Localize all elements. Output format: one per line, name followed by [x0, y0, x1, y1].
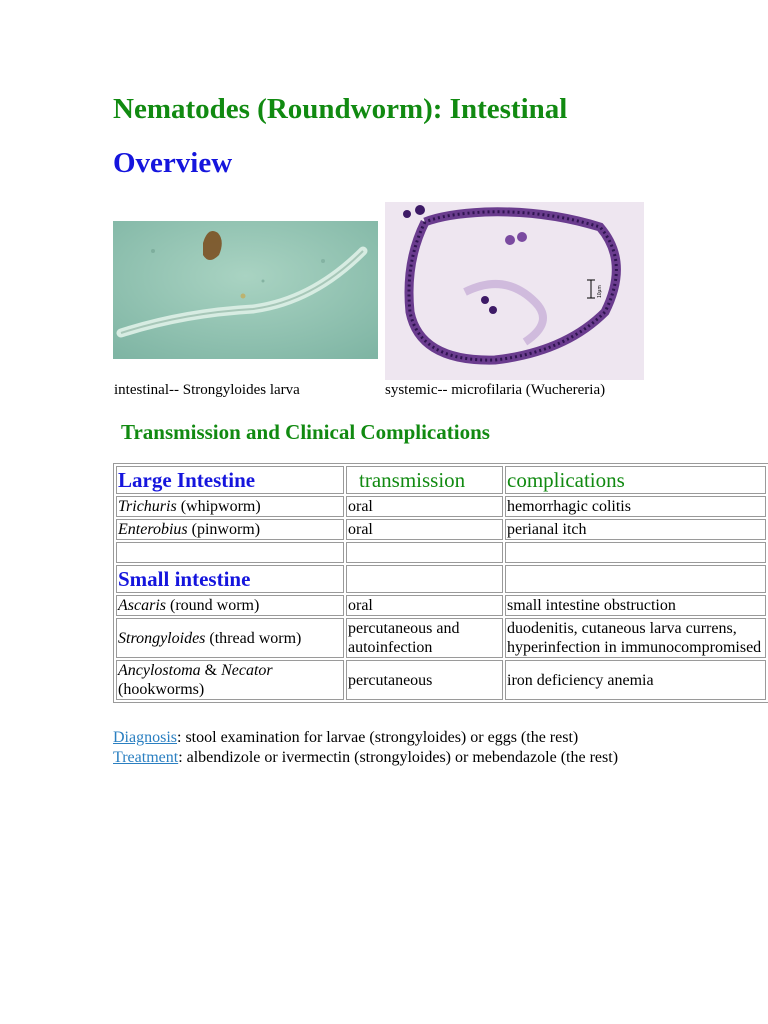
page-subtitle: Overview [113, 147, 233, 179]
empty-cell [505, 565, 766, 593]
treatment-line [113, 748, 618, 768]
complications-cell: iron deficiency anemia [505, 660, 766, 700]
empty-cell [346, 542, 503, 563]
transmission-cell: oral [346, 496, 503, 517]
table-row [116, 660, 766, 700]
section-heading: Transmission and Clinical Complications [121, 420, 490, 444]
complications-cell: hemorrhagic colitis [505, 496, 766, 517]
transmission-cell: percutaneous [346, 660, 503, 700]
table-row [116, 595, 766, 616]
common-name: (thread worm) [205, 629, 302, 647]
genus-name: Trichuris [118, 498, 177, 515]
common-name: (whipworm) [176, 498, 261, 515]
organism-cell [116, 595, 344, 616]
diagnosis-link[interactable]: Diagnosis [113, 729, 177, 746]
treatment-link[interactable]: Treatment [113, 749, 179, 766]
diagnosis-line [113, 728, 578, 748]
empty-cell [505, 542, 766, 563]
complications-cell: perianal itch [505, 519, 766, 540]
microfilaria-image [385, 202, 644, 380]
table-header-row [116, 466, 766, 494]
transmission-cell: percutaneous and autoinfection [346, 618, 503, 658]
table-row [116, 618, 766, 658]
transmission-cell: oral [346, 595, 503, 616]
transmission-cell: oral [346, 519, 503, 540]
common-name: (pinworm) [187, 521, 261, 538]
table-spacer-row [116, 542, 766, 563]
organism-cell [116, 660, 344, 700]
ampersand: & [200, 662, 222, 679]
page-title: Nematodes (Roundworm): Intestinal [113, 93, 568, 125]
table-row [116, 496, 766, 517]
right-image-caption: systemic-- microfilaria (Wuchereria) [385, 382, 606, 398]
treatment-text: : albendizole or ivermectin (strongyloides) or mebendazole (the rest) [178, 749, 619, 766]
common-name: (round worm) [166, 597, 260, 614]
empty-cell [346, 565, 503, 593]
left-image-caption: intestinal-- Strongyloides larva [114, 382, 300, 398]
genus-name: Necator [221, 662, 273, 679]
transmission-table [113, 463, 768, 703]
scale-bar-label: 10µm [597, 285, 603, 298]
empty-cell [116, 542, 344, 563]
genus-name: Ascaris [118, 597, 166, 614]
organism-cell [116, 496, 344, 517]
organism-cell [116, 519, 344, 540]
genus-name: Enterobius [118, 521, 188, 538]
complications-header: complications [505, 466, 766, 494]
table-row [116, 519, 766, 540]
complications-cell: small intestine obstruction [505, 595, 766, 616]
organism-cell [116, 618, 344, 658]
complications-cell: duodenitis, cutaneous larva currens, hyperinfection in immunocompromised [505, 618, 766, 658]
large-intestine-header: Large Intestine [116, 466, 344, 494]
small-intestine-header: Small intestine [116, 565, 344, 593]
common-name: (hookworms) [118, 681, 205, 698]
strongyloides-larva-image [113, 221, 378, 359]
diagnosis-text: : stool examination for larvae (strongyloides) or eggs (the rest) [177, 729, 579, 746]
table-group-row [116, 565, 766, 593]
genus-name: Ancylostoma [118, 662, 201, 679]
genus-name: Strongyloides [118, 629, 206, 647]
transmission-header: transmission [346, 466, 503, 494]
